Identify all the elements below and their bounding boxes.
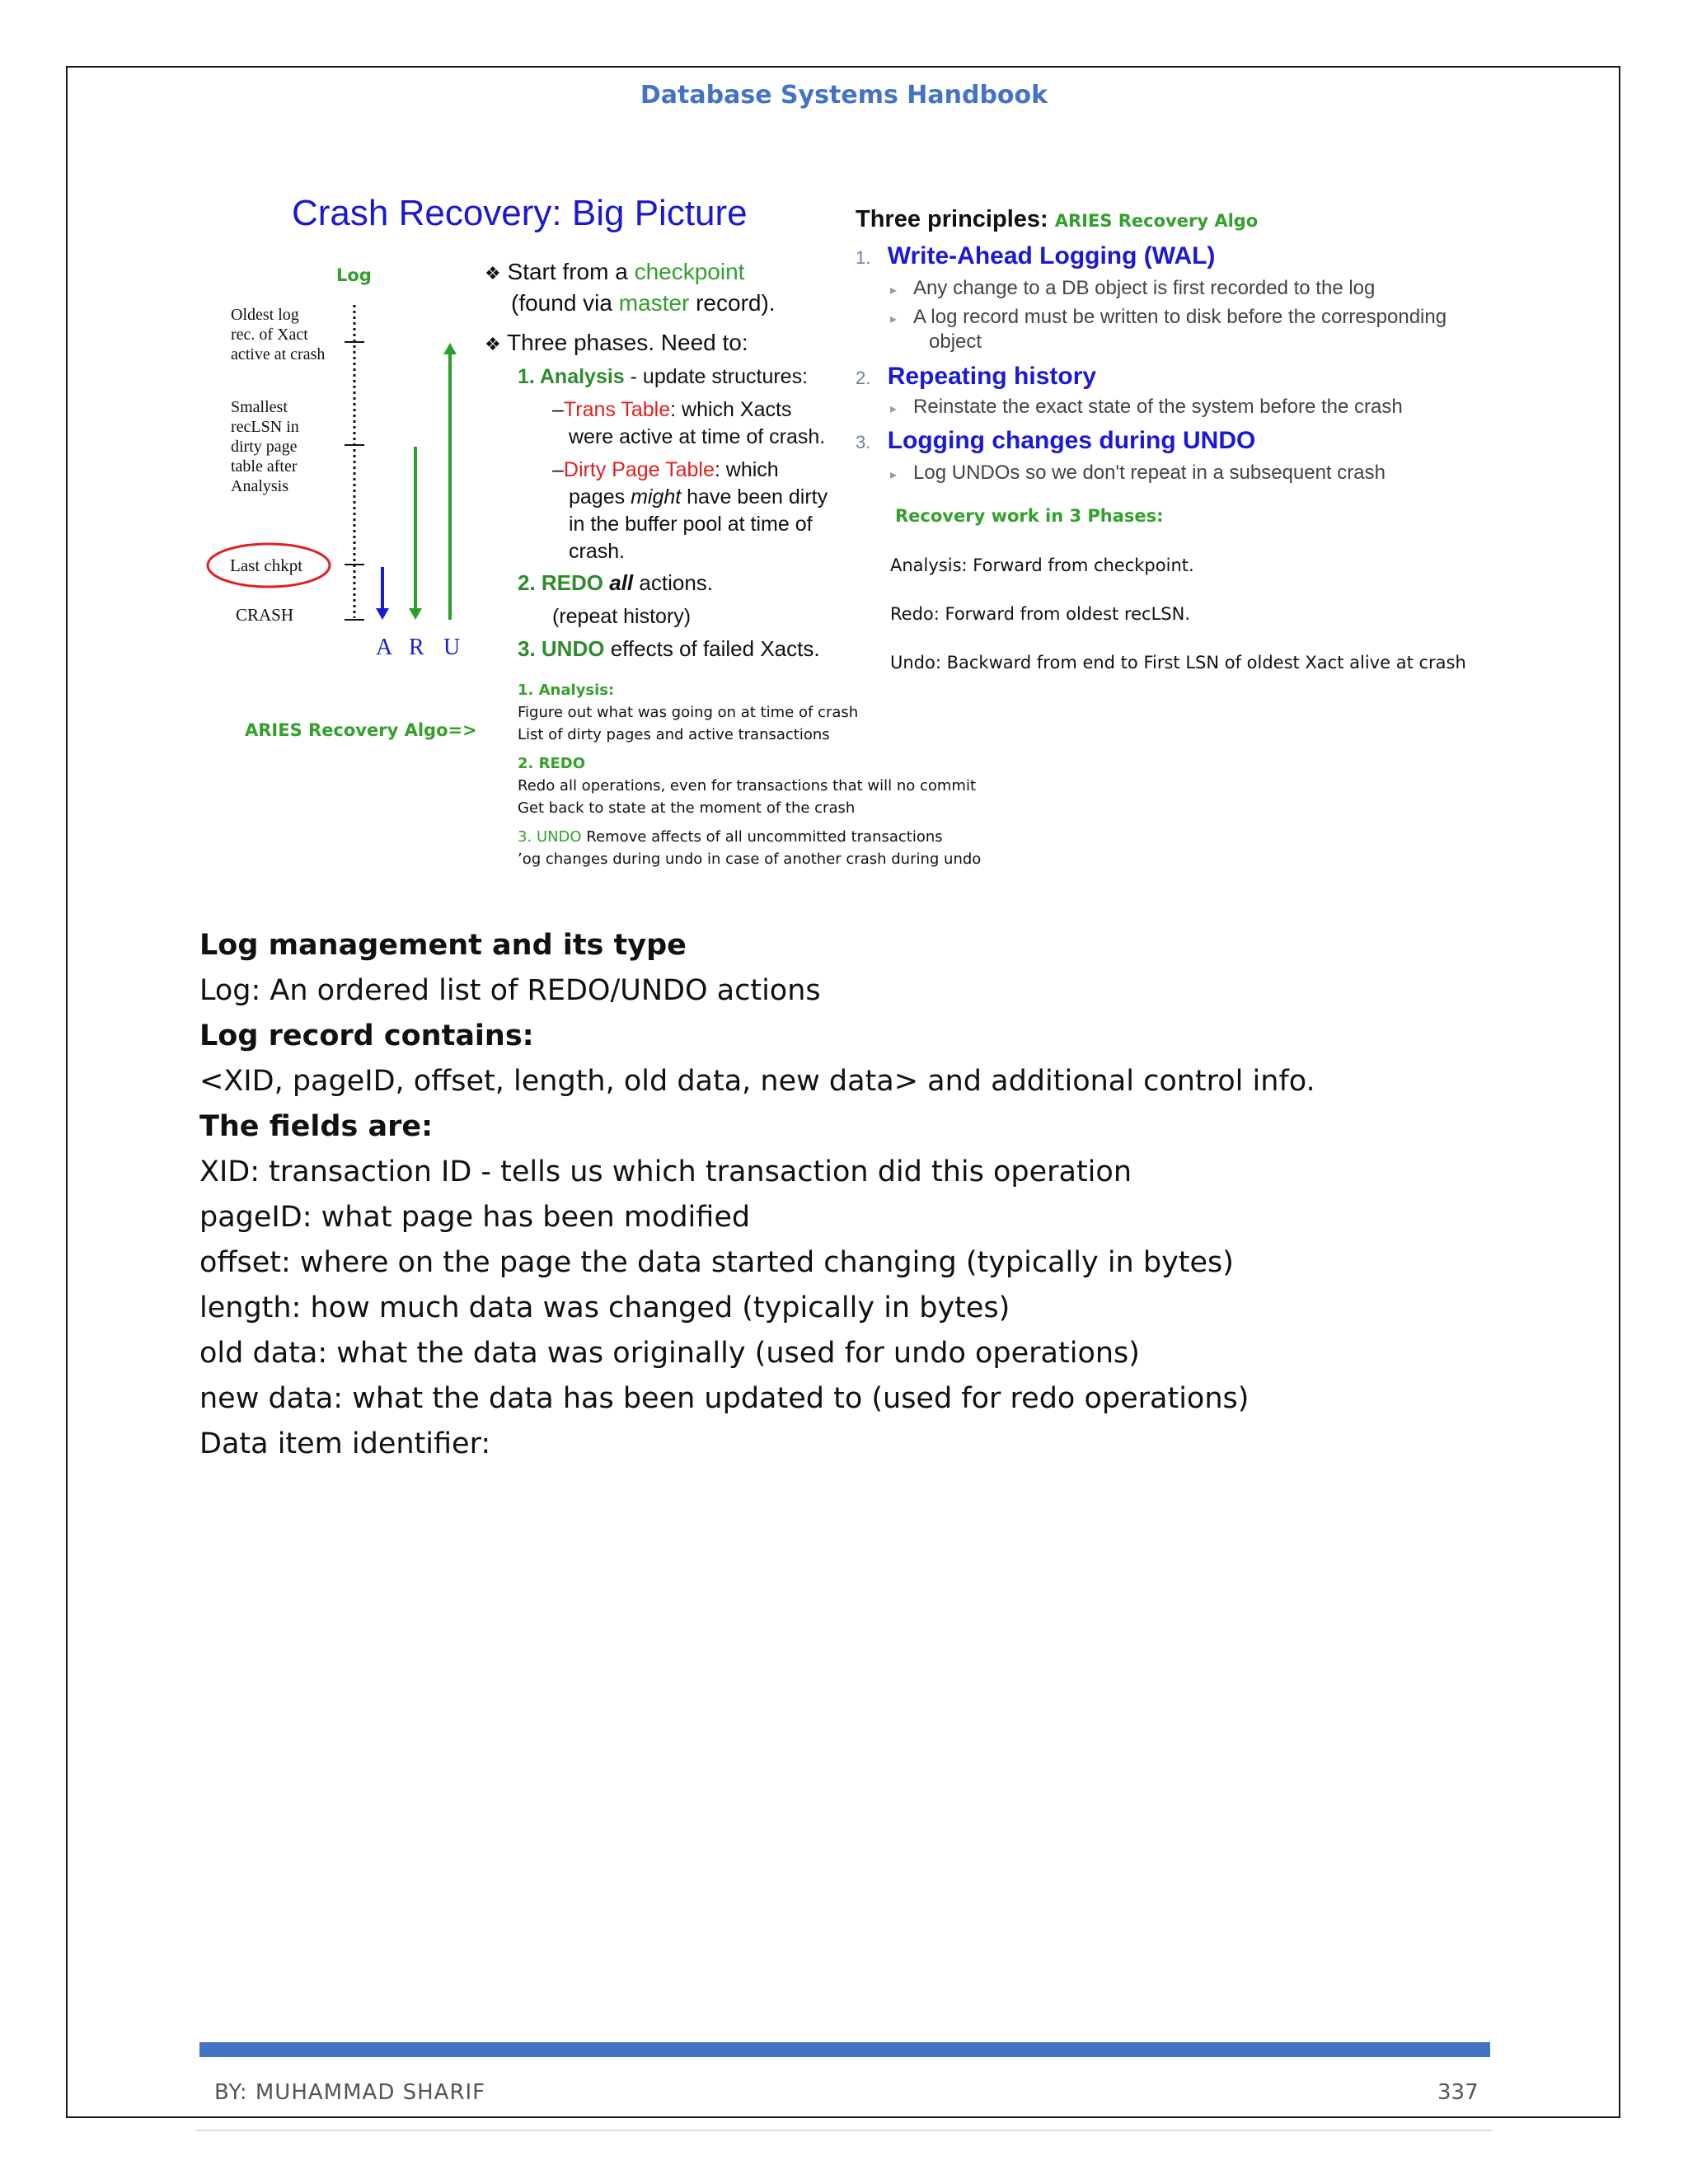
aries-algo-label: ARIES Recovery Algo=> [245, 720, 477, 740]
phase-redo-desc: Redo: Forward from oldest recLSN. [890, 604, 1191, 624]
smallest-reclsn-label: Smallest recLSN in dirty page table after Analysis [231, 398, 299, 495]
phase-analysis-desc: Analysis: Forward from checkpoint. [890, 555, 1194, 575]
page-number: 337 [1437, 2080, 1479, 2105]
principle-1-bullet-2: ▸ A log record must be written to disk before the corresponding [890, 306, 1447, 328]
phase-notes: 1. Analysis: Figure out what was going on at time of crash List of dirty pages and active transactions 2. REDO Redo all operations, even for transactions that will no commit Get back to state at the moment of the crash 3. UNDO Remove affects of all uncommitted transactions ʼog changes during undo in case of another crash during undo [518, 682, 982, 868]
crash-label: CRASH [236, 605, 294, 625]
trans-table-desc: were active at time of crash. [569, 425, 826, 448]
body-text [199, 923, 1315, 1467]
body-line: new data: what the data has been updated to (used for redo operations) [199, 1382, 1250, 1415]
bullet-checkpoint: ❖ Start from a checkpoint [485, 259, 745, 284]
body-line: XID: transaction ID - tells us which transaction did this operation [199, 1155, 1132, 1188]
body-line: pageID: what page has been modified [199, 1201, 751, 1234]
repeat-history: (repeat history) [552, 605, 692, 628]
principle-2-bullet-1: ▸ Reinstate the exact state of the system before the crash [890, 396, 1403, 418]
dirty-page-table-item: –Dirty Page Table: which [552, 458, 779, 481]
phase-undo-item: 3. UNDO effects of failed Xacts. [518, 636, 820, 661]
dirty-page-desc-2: in the buffer pool at time of [569, 513, 813, 536]
section-heading: Log management and its type [199, 929, 687, 962]
body-line: <XID, pageID, offset, length, old data, new data> and additional control info. [199, 1065, 1315, 1098]
principle-2: 2. Repeating history [856, 363, 1097, 390]
footer-author: BY: MUHAMMAD SHARIF [214, 2080, 486, 2105]
bullet-three-phases: ❖ Three phases. Need to: [485, 330, 748, 355]
phase-letter-a: A [376, 635, 393, 660]
log-label: Log [336, 265, 372, 285]
principle-1-bullet-2-cont: object [929, 330, 982, 353]
footer-bar [199, 2042, 1490, 2057]
slide-title: Crash Recovery: Big Picture [292, 193, 748, 233]
principles-heading: Three principles: ARIES Recovery Algo [856, 206, 1259, 232]
body-line: Log: An ordered list of REDO/UNDO actions [199, 974, 821, 1007]
principle-3-bullet-1: ▸ Log UNDOs so we don't repeat in a subsequent crash [890, 462, 1386, 484]
dirty-page-desc-1: pages might have been dirty [569, 485, 828, 509]
principle-3: 3. Logging changes during UNDO [856, 427, 1256, 454]
bullet-master-record: (found via master record). [511, 290, 776, 316]
last-chkpt-label: Last chkpt [230, 555, 303, 575]
body-line: length: how much data was changed (typically in bytes) [199, 1291, 1010, 1324]
trans-table-item: –Trans Table: which Xacts [552, 398, 792, 421]
page-header: Database Systems Handbook [640, 81, 1048, 110]
body-line: offset: where on the page the data started changing (typically in bytes) [199, 1246, 1234, 1279]
phase-redo-item: 2. REDO all actions. [518, 570, 713, 595]
section-subheading: Log record contains: [199, 1019, 534, 1052]
phases-heading: Recovery work in 3 Phases: [895, 506, 1164, 526]
principle-1: 1. Write-Ahead Logging (WAL) [856, 242, 1216, 269]
bottom-rule [196, 2130, 1492, 2131]
oldest-log-label: Oldest log rec. of Xact active at crash [231, 306, 326, 363]
phase-letter-u: U [443, 635, 461, 660]
body-line: old data: what the data was originally (used for undo operations) [199, 1337, 1140, 1370]
section-subheading: The fields are: [199, 1110, 434, 1143]
principle-1-bullet-1: ▸ Any change to a DB object is first recorded to the log [890, 277, 1376, 299]
body-line: Data item identifier: [199, 1427, 491, 1460]
phase-undo-desc: Undo: Backward from end to First LSN of oldest Xact alive at crash [890, 653, 1466, 673]
phase-analysis-item: 1. Analysis - update structures: [518, 365, 809, 388]
phase-letter-r: R [409, 635, 424, 660]
dirty-page-desc-3: crash. [569, 540, 626, 563]
